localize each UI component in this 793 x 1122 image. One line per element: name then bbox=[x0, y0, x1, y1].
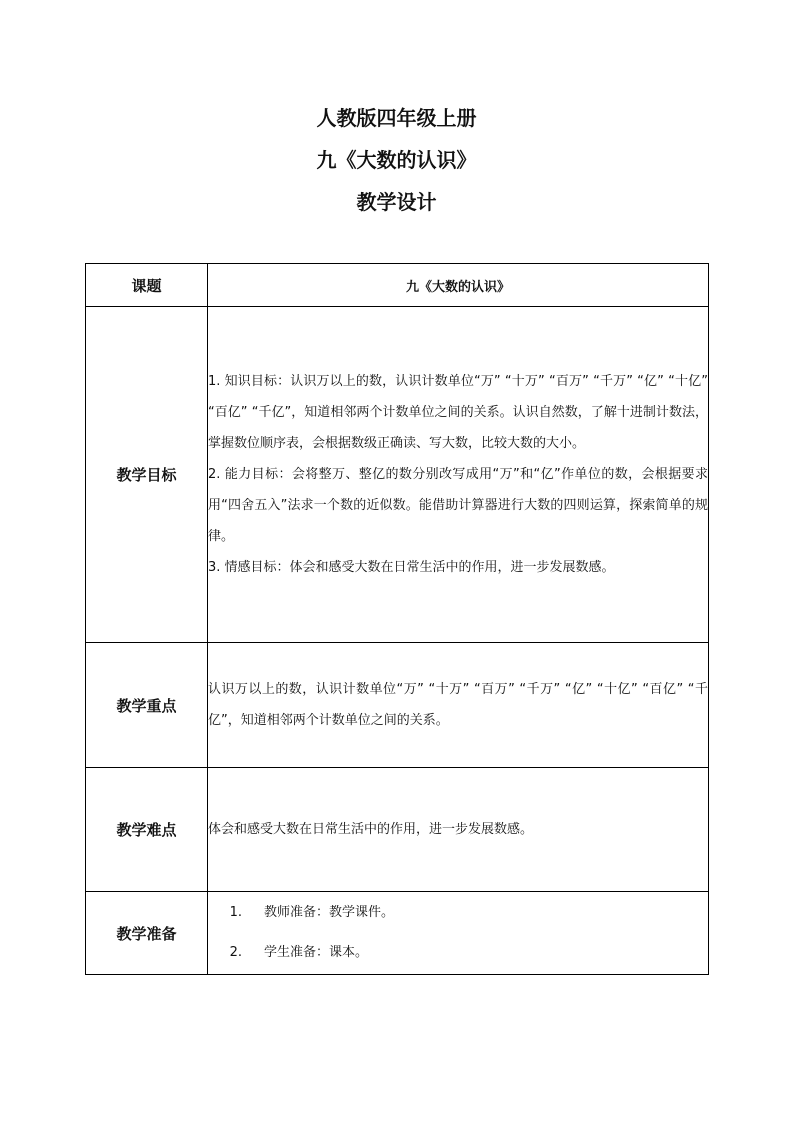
objective-emotion: 3. 情感目标：体会和感受大数在日常生活中的作用，进一步发展数感。 bbox=[208, 560, 615, 575]
row-objectives bbox=[86, 307, 709, 643]
row-preparation bbox=[86, 892, 709, 975]
preparation-list bbox=[208, 893, 708, 973]
objectives-content bbox=[208, 307, 709, 643]
lesson-plan-table bbox=[85, 263, 709, 975]
objective-ability: 2. 能力目标：会将整万、整亿的数分别改写成用“万”和“亿”作单位的数，会根据要求用“四舍五入”法求一个数的近似数。能借助计算器进行大数的四则运算，探索简单的规律。 bbox=[208, 467, 708, 544]
row-topic bbox=[86, 264, 709, 307]
topic-label: 课题 bbox=[86, 264, 208, 307]
title-edition: 人教版四年级上册 bbox=[316, 106, 477, 130]
list-item bbox=[208, 933, 708, 973]
preparation-label: 教学准备 bbox=[86, 892, 208, 975]
key-points-content bbox=[208, 643, 709, 768]
list-item-number: 2. bbox=[229, 945, 242, 960]
preparation-content bbox=[208, 892, 709, 975]
difficulties-label: 教学难点 bbox=[86, 768, 208, 892]
objectives-label: 教学目标 bbox=[86, 307, 208, 643]
topic-value: 九《大数的认识》 bbox=[208, 264, 709, 307]
row-difficulties bbox=[86, 768, 709, 892]
difficulties-content bbox=[208, 768, 709, 892]
list-item-text: 学生准备：课本。 bbox=[264, 945, 369, 960]
key-points-label: 教学重点 bbox=[86, 643, 208, 768]
list-item-number: 1. bbox=[229, 905, 242, 920]
list-item-text: 教师准备：教学课件。 bbox=[264, 905, 395, 920]
row-key-points bbox=[86, 643, 709, 768]
key-points-text: 认识万以上的数，认识计数单位“万” “十万” “百万” “千万” “亿” “十亿” “百亿” “千亿”，知道相邻两个计数单位之间的关系。 bbox=[208, 682, 708, 728]
objective-knowledge: 1. 知识目标：认识万以上的数，认识计数单位“万” “十万” “百万” “千万” “亿” “十亿” “百亿” “千亿”，知道相邻两个计数单位之间的关系。认识自然数，了解十进制计数法，掌握数位顺序表，会根据数级正确读、写大数，比较大数的大小。 bbox=[208, 374, 708, 451]
difficulties-text: 体会和感受大数在日常生活中的作用，进一步发展数感。 bbox=[208, 822, 534, 837]
list-item bbox=[208, 893, 708, 933]
title-unit: 九《大数的认识》 bbox=[316, 148, 477, 172]
title-design: 教学设计 bbox=[356, 190, 437, 214]
